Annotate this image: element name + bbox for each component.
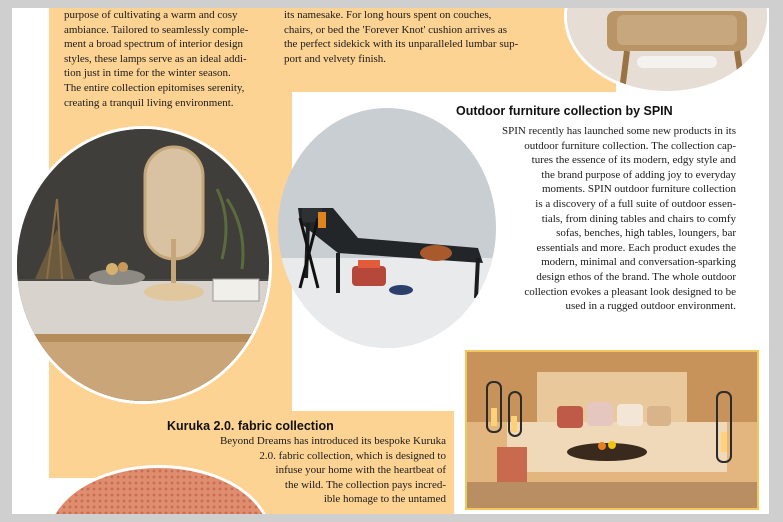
text-line: purpose of cultivating a warm and cosy bbox=[64, 9, 238, 21]
text-line: styles, these lamps serve as an ideal addi- bbox=[64, 52, 247, 65]
text-line: the perfect sidekick with its unparalleled lumbar sup- bbox=[284, 38, 519, 51]
living-room-photo bbox=[465, 350, 759, 510]
text-line: ambiance. Tailored to seamlessly comple- bbox=[64, 23, 249, 36]
text-line: sofas, benches, high tables, loungers, bar bbox=[556, 227, 736, 240]
text-line: moments. SPIN outdoor furniture collection bbox=[542, 183, 736, 196]
spin-heading: Outdoor furniture collection by SPIN bbox=[456, 104, 673, 118]
text-line: infuse your home with the heartbeat of bbox=[275, 464, 446, 477]
cushion-article-text bbox=[284, 8, 554, 66]
spin-article-text bbox=[470, 124, 736, 314]
text-line: ible homage to the untamed bbox=[323, 493, 446, 506]
text-line: outdoor furniture collection. The collection cap- bbox=[524, 139, 736, 152]
lamp-photo bbox=[14, 126, 272, 404]
lounger-photo bbox=[278, 108, 496, 348]
text-line: tures the essence of its modern, edgy style and bbox=[531, 154, 736, 167]
magazine-page bbox=[12, 8, 769, 514]
text-line: used in a rugged outdoor environment. bbox=[565, 300, 736, 313]
text-line: SPIN recently has launched some new products in its bbox=[501, 125, 736, 137]
text-line: tion just in time for the winter season. bbox=[64, 67, 231, 80]
kuruka-heading: Kuruka 2.0. fabric collection bbox=[167, 419, 334, 433]
lamps-article-text bbox=[64, 8, 269, 110]
text-line: ment a broad spectrum of interior design bbox=[64, 38, 244, 51]
text-line: essentials and more. Each product exudes the bbox=[536, 241, 736, 254]
text-line: tials, from dining tables and chairs to comfy bbox=[541, 212, 736, 225]
text-line: the wild. The collection pays incred- bbox=[284, 478, 446, 491]
text-line: The entire collection epitomises serenity, bbox=[64, 81, 245, 94]
text-line: chairs, or bed the 'Forever Knot' cushion arrives as bbox=[284, 23, 507, 36]
text-line: Beyond Dreams has introduced its bespoke Kuruka bbox=[219, 435, 446, 447]
text-line: is a discovery of a full suite of outdoor essen- bbox=[535, 197, 736, 210]
text-line: modern, minimal and conversation-sparking bbox=[541, 256, 736, 269]
text-line: creating a tranquil living environment. bbox=[64, 96, 234, 109]
text-line: 2.0. fabric collection, which is designed to bbox=[259, 449, 446, 462]
text-line: its namesake. For long hours spent on couches, bbox=[284, 9, 492, 21]
text-line: the brand purpose of adding joy to everyday bbox=[541, 168, 736, 181]
text-line: collection evokes a pleasant look designed to be bbox=[524, 285, 736, 298]
text-line: port and velvety finish. bbox=[284, 52, 387, 65]
text-line: design ethos of the brand. The whole outdoor bbox=[536, 270, 736, 283]
